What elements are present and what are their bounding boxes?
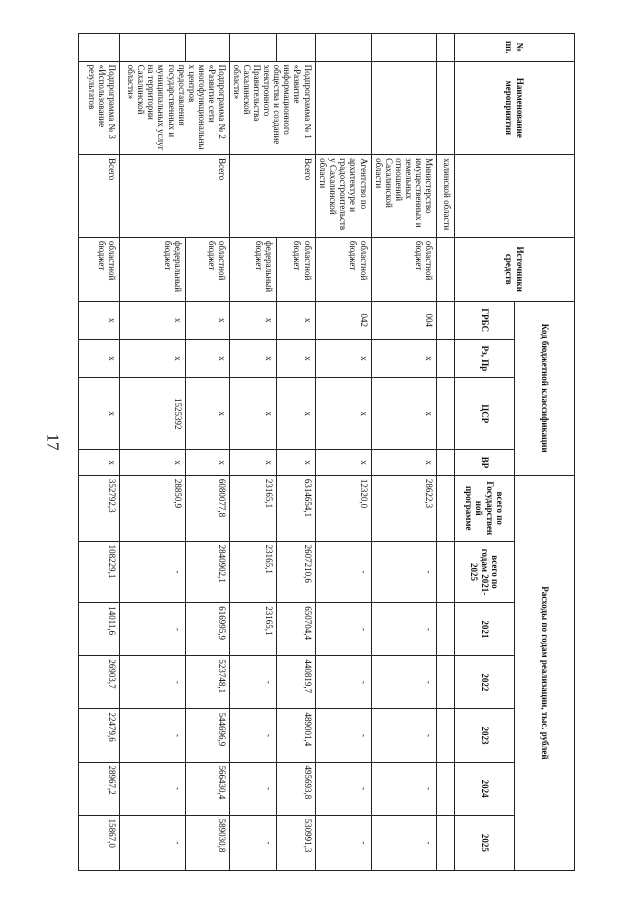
rotated-table-viewport xyxy=(86,33,575,871)
cell-name xyxy=(371,61,436,154)
cell-2025: - xyxy=(315,815,371,870)
cell-2022: 440819,7 xyxy=(277,656,316,709)
rotated-table-container xyxy=(86,33,575,871)
cell-grbs: x xyxy=(78,301,119,339)
cell-2022: - xyxy=(371,656,436,709)
cell-num xyxy=(315,34,371,62)
cell-num xyxy=(371,34,436,62)
cell-num xyxy=(277,34,316,62)
header-rzpr: Рз, Пр xyxy=(455,339,515,377)
cell-total xyxy=(437,475,455,541)
cell-2024: - xyxy=(229,762,276,815)
cell-grbs: x xyxy=(119,301,185,339)
cell-executor: Всего xyxy=(229,155,315,238)
cell-2021 xyxy=(437,603,455,656)
cell-num xyxy=(229,34,276,62)
cell-2022: - xyxy=(119,656,185,709)
cell-vr: x xyxy=(229,450,276,476)
header-years-group: Расходы по годам реализации, тыс. рублей xyxy=(515,475,575,870)
cell-source: федеральный бюджет xyxy=(229,237,276,301)
header-executor xyxy=(455,155,575,238)
cell-num xyxy=(185,34,229,62)
cell-2022: 26903,7 xyxy=(78,656,119,709)
cell-total-years: - xyxy=(371,541,436,603)
header-2024: 2024 xyxy=(455,762,515,815)
budget-table xyxy=(78,33,575,871)
table-row xyxy=(185,34,229,871)
cell-csr: x xyxy=(371,378,436,450)
cell-executor: Всего xyxy=(78,155,119,238)
cell-csr: x xyxy=(277,378,316,450)
cell-executor: Агентство по архитектуре и градостроительству Сахалинской области xyxy=(315,155,371,238)
cell-2025: - xyxy=(119,815,185,870)
cell-2021: - xyxy=(315,603,371,656)
cell-source xyxy=(437,237,455,301)
cell-grbs: 042 xyxy=(315,301,371,339)
cell-total: 352792,3 xyxy=(78,475,119,541)
cell-name xyxy=(315,61,371,154)
cell-2021: - xyxy=(371,603,436,656)
cell-2024: 495693,8 xyxy=(277,762,316,815)
cell-2023: - xyxy=(371,709,436,762)
cell-2021: 616995,9 xyxy=(185,603,229,656)
cell-2024: - xyxy=(315,762,371,815)
cell-total-years: 23165,1 xyxy=(229,541,276,603)
cell-csr: x xyxy=(78,378,119,450)
cell-name: Подпрограмма № 3 «Использование результатов xyxy=(78,61,119,154)
cell-2024: - xyxy=(371,762,436,815)
cell-vr: x xyxy=(315,450,371,476)
cell-2022 xyxy=(437,656,455,709)
header-kbk-group: Код бюджетной классификации xyxy=(515,301,575,475)
cell-2025: 589030,8 xyxy=(185,815,229,870)
cell-vr: x xyxy=(277,450,316,476)
cell-csr: 1525392 xyxy=(119,378,185,450)
cell-total-years xyxy=(437,541,455,603)
cell-total: 6314654,1 xyxy=(277,475,316,541)
table-row xyxy=(277,34,316,871)
cell-2021: 650704,4 xyxy=(277,603,316,656)
cell-rzpr: x xyxy=(277,339,316,377)
cell-grbs xyxy=(437,301,455,339)
table-row xyxy=(371,34,436,871)
cell-source: областной бюджет xyxy=(371,237,436,301)
header-2025: 2025 xyxy=(455,815,515,870)
table-row xyxy=(78,34,119,871)
cell-grbs: 004 xyxy=(371,301,436,339)
cell-vr: x xyxy=(185,450,229,476)
cell-2025: - xyxy=(229,815,276,870)
cell-2022: - xyxy=(315,656,371,709)
cell-total-years: 2840902,1 xyxy=(185,541,229,603)
cell-csr: x xyxy=(185,378,229,450)
cell-rzpr: x xyxy=(371,339,436,377)
cell-name: Подпрограмма № 2 «Развитие сети многофункциональных центров предоставления государственных и муниципальных услуг на территории Сахалинской области» xyxy=(119,61,229,154)
cell-csr xyxy=(437,378,455,450)
cell-total: 28850,9 xyxy=(119,475,185,541)
header-total-gp: всего по Государственной программе xyxy=(455,475,515,541)
cell-source: областной бюджет xyxy=(78,237,119,301)
cell-total-years: - xyxy=(119,541,185,603)
cell-csr: x xyxy=(315,378,371,450)
cell-2023: 22479,6 xyxy=(78,709,119,762)
cell-name xyxy=(437,61,455,154)
cell-grbs: x xyxy=(229,301,276,339)
cell-csr: x xyxy=(229,378,276,450)
cell-name: Подпрограмма № 1 «Развитие информационного общества и создание электронного Правительства Сахалинской области» xyxy=(229,61,315,154)
cell-total: 28622,3 xyxy=(371,475,436,541)
header-2021: 2021 xyxy=(455,603,515,656)
header-grbs: ГРБС xyxy=(455,301,515,339)
cell-2023: - xyxy=(315,709,371,762)
header-name: Наименование мероприятия xyxy=(455,61,575,154)
cell-2025: 15867,0 xyxy=(78,815,119,870)
cell-2023: - xyxy=(119,709,185,762)
cell-2024: 28967,2 xyxy=(78,762,119,815)
cell-total-years: - xyxy=(315,541,371,603)
cell-2022: - xyxy=(229,656,276,709)
cell-2021: 23165,1 xyxy=(229,603,276,656)
cell-rzpr xyxy=(437,339,455,377)
cell-rzpr: x xyxy=(315,339,371,377)
cell-rzpr: x xyxy=(119,339,185,377)
cell-grbs: x xyxy=(277,301,316,339)
cell-2023: 489001,4 xyxy=(277,709,316,762)
cell-2025: - xyxy=(371,815,436,870)
header-csr: ЦСР xyxy=(455,378,515,450)
cell-2024: - xyxy=(119,762,185,815)
cell-2025: 530991,3 xyxy=(277,815,316,870)
cell-vr: x xyxy=(78,450,119,476)
cell-vr xyxy=(437,450,455,476)
cell-vr: x xyxy=(119,450,185,476)
cell-source: областной бюджет xyxy=(277,237,316,301)
header-num: № пп. xyxy=(455,34,575,62)
cell-num xyxy=(78,34,119,62)
cell-grbs: x xyxy=(185,301,229,339)
cell-2023: 544696,9 xyxy=(185,709,229,762)
cell-executor: Всего xyxy=(119,155,229,238)
cell-num xyxy=(119,34,185,62)
cell-2021: - xyxy=(119,603,185,656)
cell-executor: Министерство имущественных и земельных отношений Сахалинской области xyxy=(371,155,436,238)
cell-total: 6080077,8 xyxy=(185,475,229,541)
cell-2023 xyxy=(437,709,455,762)
header-total-years: всего по годам 2021-2025 xyxy=(455,541,515,603)
cell-total: 12320,0 xyxy=(315,475,371,541)
cell-total-years: 108229,1 xyxy=(78,541,119,603)
cell-2025 xyxy=(437,815,455,870)
cell-source: областной бюджет xyxy=(315,237,371,301)
cell-2021: 14011,6 xyxy=(78,603,119,656)
header-2023: 2023 xyxy=(455,709,515,762)
table-row xyxy=(437,34,455,871)
cell-source: федеральный бюджет xyxy=(119,237,185,301)
header-source: Источники средств xyxy=(455,237,575,301)
header-vr: ВР xyxy=(455,450,515,476)
cell-rzpr: x xyxy=(185,339,229,377)
cell-executor: халинской области xyxy=(437,155,455,238)
cell-rzpr: x xyxy=(78,339,119,377)
cell-2022: 523748,1 xyxy=(185,656,229,709)
table-row xyxy=(315,34,371,871)
cell-2023: - xyxy=(229,709,276,762)
cell-2024: 566430,4 xyxy=(185,762,229,815)
cell-total-years: 2607210,6 xyxy=(277,541,316,603)
cell-source: областной бюджет xyxy=(185,237,229,301)
cell-rzpr: x xyxy=(229,339,276,377)
cell-total: 23165,1 xyxy=(229,475,276,541)
cell-vr: x xyxy=(371,450,436,476)
cell-num xyxy=(437,34,455,62)
page-number: 17 xyxy=(43,433,63,451)
cell-2024 xyxy=(437,762,455,815)
header-2022: 2022 xyxy=(455,656,515,709)
